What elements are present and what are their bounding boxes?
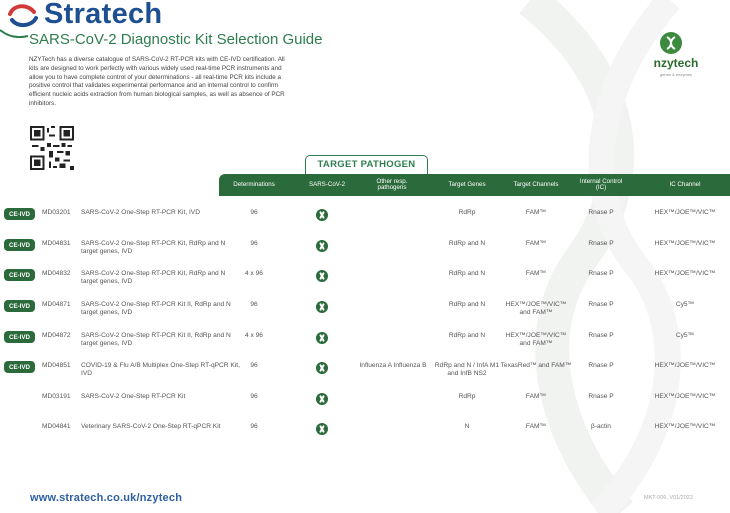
col-target-genes: Target Genes <box>448 180 486 188</box>
col-sars-cov-2: SARS-CoV-2 <box>308 180 346 188</box>
product-code: MD04851 <box>42 362 71 369</box>
internal-control-value: Rnase P <box>588 332 614 339</box>
nzytech-mark-icon <box>660 32 682 54</box>
target-genes-value: RdRp <box>458 393 476 400</box>
product-name: SARS-CoV-2 One-Step RT-PCR Kit, RdRp and N target genes, IVD <box>81 270 226 286</box>
internal-control-value: β-actin <box>591 423 611 430</box>
product-code: MD04871 <box>42 301 71 308</box>
product-name: SARS-CoV-2 One-Step RT-PCR Kit, RdRp and N target genes, IVD <box>81 240 226 256</box>
col-internal-control: Internal Control (IC) <box>579 177 623 191</box>
table-row <box>0 325 730 356</box>
ic-channel-value: HEX™/JOE™/VIC™ <box>654 209 716 216</box>
footer-url-link[interactable]: www.stratech.co.uk/nzytech <box>30 492 183 504</box>
stratech-logo-mark <box>4 0 44 30</box>
brand-name: Stratech <box>44 0 163 30</box>
ce-ivd-badge: CE-IVD <box>4 331 35 343</box>
product-name: SARS-CoV-2 One-Step RT-PCR Kit II, RdRp and N target genes, IVD <box>81 301 231 317</box>
table-row <box>0 416 730 447</box>
determinations-value: 96 <box>250 301 258 308</box>
ic-channel-value: Cy5™ <box>675 301 695 308</box>
ce-ivd-badge: CE-IVD <box>4 300 35 312</box>
intro-paragraph: NZYTech has a diverse catalogue of SARS-CoV-2 RT-PCR kits with CE-IVD certification. All kits are designed to work perfectly with various widely used real-time PCR instruments and allow you to have complete control of your determinations - all real-time PCR kits include a positive control that validates experimental performance and an internal control to confirm efficient nucleic acids extraction from human biological samples, as well as absence of PCR inhibitors. <box>29 56 285 107</box>
target-channels-value: FAM™ <box>525 240 547 247</box>
col-other-pathogens: Other resp. pathogens <box>376 177 408 191</box>
col-target-channels: Target Channels <box>513 180 559 188</box>
ic-channel-value: HEX™/JOE™/VIC™ <box>654 270 716 277</box>
footer-reference: MKT-006, V01/2022 <box>644 495 693 501</box>
determinations-value: 96 <box>250 393 258 400</box>
target-genes-value: RdRp and N <box>448 332 486 339</box>
sars-cov-2-target-icon <box>316 423 328 435</box>
ic-channel-value: HEX™/JOE™/VIC™ <box>654 362 716 369</box>
target-genes-value: RdRp and N / InfA M1 and InfB NS2 <box>434 362 500 378</box>
table-row <box>0 263 730 294</box>
ce-ivd-badge: CE-IVD <box>4 239 35 251</box>
col-ic-channel: IC Channel <box>669 180 701 188</box>
target-channels-value: FAM™ <box>525 423 547 430</box>
table-row <box>0 202 730 233</box>
ce-ivd-badge: CE-IVD <box>4 361 35 373</box>
target-channels-value: FAM™ <box>525 393 547 400</box>
target-genes-value: N <box>464 423 470 430</box>
ce-ivd-badge: CE-IVD <box>4 269 35 281</box>
table-row <box>0 386 730 417</box>
internal-control-value: Rnase P <box>588 362 614 369</box>
table-header <box>219 174 730 196</box>
ce-ivd-badge: CE-IVD <box>4 208 35 220</box>
ic-channel-value: Cy5™ <box>675 332 695 339</box>
document-title: SARS-CoV-2 Diagnostic Kit Selection Guide <box>29 31 323 48</box>
target-genes-value: RdRp and N <box>448 301 486 308</box>
determinations-value: 4 x 96 <box>245 332 263 339</box>
nzytech-logo <box>646 32 706 92</box>
sars-cov-2-target-icon <box>316 362 328 374</box>
determinations-value: 96 <box>250 362 258 369</box>
sars-cov-2-target-icon <box>316 332 328 344</box>
internal-control-value: Rnase P <box>588 240 614 247</box>
nzytech-tagline: genes & enzymes <box>660 72 692 77</box>
product-name: SARS-CoV-2 One-Step RT-PCR Kit, IVD <box>81 209 200 216</box>
product-name: SARS-CoV-2 One-Step RT-PCR Kit <box>81 393 186 400</box>
product-name: SARS-CoV-2 One-Step RT-PCR Kit II, RdRp and N target genes, IVD <box>81 332 231 348</box>
target-channels-value: TexasRed™ and FAM™ <box>500 362 572 369</box>
product-code: MD04841 <box>42 423 71 430</box>
table-row <box>0 355 730 386</box>
table-row <box>0 294 730 325</box>
other-pathogens-value: Influenza A Influenza B <box>359 362 427 369</box>
product-code: MD04872 <box>42 332 71 339</box>
determinations-value: 96 <box>250 423 258 430</box>
table-row <box>0 233 730 264</box>
sars-cov-2-target-icon <box>316 270 328 282</box>
determinations-value: 96 <box>250 209 258 216</box>
product-code: MD03201 <box>42 209 71 216</box>
determinations-value: 96 <box>250 240 258 247</box>
target-genes-value: RdRp and N <box>448 240 486 247</box>
header-green-arc <box>0 28 28 38</box>
target-genes-value: RdRp and N <box>448 270 486 277</box>
determinations-value: 4 x 96 <box>245 270 263 277</box>
product-name: Veterinary SARS-CoV-2 One-Step RT-qPCR Kit <box>81 423 221 430</box>
target-pathogen-label: TARGET PATHOGEN <box>317 159 416 170</box>
target-genes-value: RdRp <box>458 209 476 216</box>
product-name: COVID-19 & Flu A/B Multiplex One-Step RT-qPCR Kit, IVD <box>81 362 240 378</box>
col-determinations: Determinations <box>233 180 275 188</box>
target-channels-value: HEX™/JOE™/VIC™ and FAM™ <box>505 301 567 317</box>
internal-control-value: Rnase P <box>588 209 614 216</box>
product-code: MD04831 <box>42 240 71 247</box>
target-channels-value: FAM™ <box>525 270 547 277</box>
target-channels-value: HEX™/JOE™/VIC™ and FAM™ <box>505 332 567 348</box>
sars-cov-2-target-icon <box>316 209 328 221</box>
target-channels-value: FAM™ <box>525 209 547 216</box>
ic-channel-value: HEX™/JOE™/VIC™ <box>654 393 716 400</box>
sars-cov-2-target-icon <box>316 301 328 313</box>
internal-control-value: Rnase P <box>588 393 614 400</box>
internal-control-value: Rnase P <box>588 301 614 308</box>
nzytech-wordmark: nzytech <box>653 56 699 70</box>
sars-cov-2-target-icon <box>316 393 328 405</box>
ic-channel-value: HEX™/JOE™/VIC™ <box>654 240 716 247</box>
qr-code <box>30 126 74 170</box>
internal-control-value: Rnase P <box>588 270 614 277</box>
sars-cov-2-target-icon <box>316 240 328 252</box>
product-code: MD03191 <box>42 393 71 400</box>
product-code: MD04832 <box>42 270 71 277</box>
ic-channel-value: HEX™/JOE™/VIC™ <box>654 423 716 430</box>
